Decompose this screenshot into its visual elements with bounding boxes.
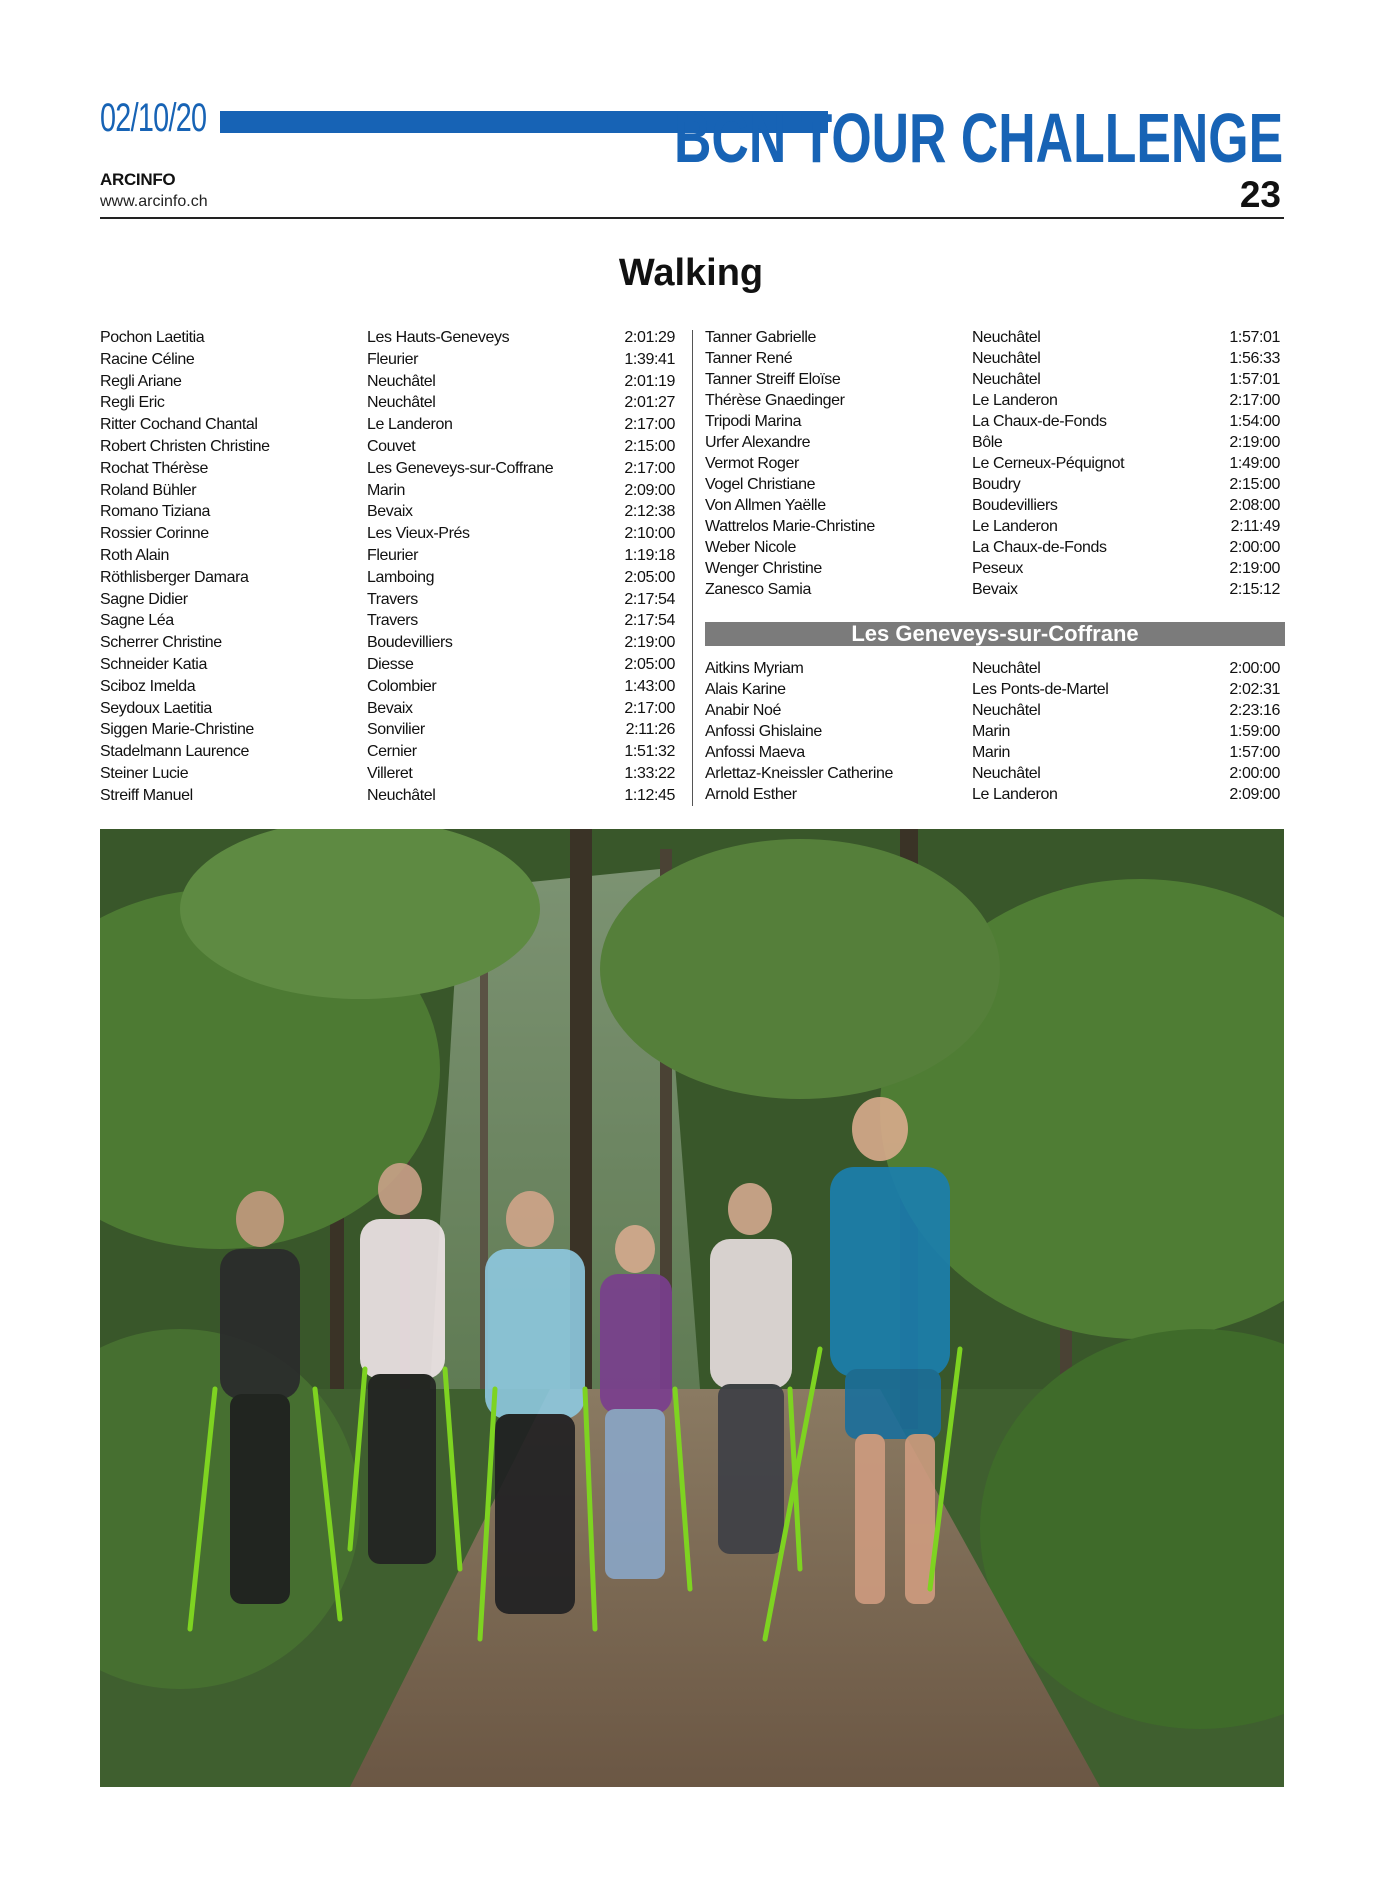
participant-name: Sagne Didier: [100, 590, 188, 608]
participant-time: 1:54:00: [1229, 413, 1280, 430]
participant-time: 1:39:41: [624, 350, 675, 368]
participant-place: Neuchâtel: [367, 394, 436, 412]
result-row: [705, 679, 1283, 700]
participant-time: 2:02:31: [1229, 681, 1280, 698]
participant-time: 2:09:00: [624, 481, 675, 499]
participant-name: Siggen Marie-Christine: [100, 721, 254, 739]
result-row: [100, 371, 678, 393]
result-row: [100, 545, 678, 567]
participant-name: Wenger Christine: [705, 560, 822, 577]
participant-time: 2:19:00: [624, 634, 675, 652]
result-row: [100, 327, 678, 349]
result-row: [705, 558, 1283, 579]
participant-name: Anfossi Ghislaine: [705, 723, 822, 740]
participant-place: Les Vieux-Prés: [367, 525, 470, 543]
participant-place: Les Ponts-de-Martel: [972, 681, 1109, 698]
result-row: [100, 632, 678, 654]
participant-place: Travers: [367, 612, 418, 630]
participant-place: Le Landeron: [972, 392, 1058, 409]
result-row: [100, 698, 678, 720]
result-row: [705, 432, 1283, 453]
participant-time: 1:12:45: [624, 786, 675, 804]
participant-time: 2:23:16: [1229, 702, 1280, 719]
participant-name: Arnold Esther: [705, 786, 797, 803]
issue-date: 02/10/20: [100, 96, 207, 140]
participant-place: Colombier: [367, 677, 437, 695]
participant-name: Alais Karine: [705, 681, 786, 698]
participant-name: Stadelmann Laurence: [100, 743, 249, 761]
result-row: [705, 784, 1283, 805]
participant-name: Weber Nicole: [705, 539, 796, 556]
result-row: [705, 327, 1283, 348]
result-row: [100, 436, 678, 458]
participant-name: Vermot Roger: [705, 455, 799, 472]
participant-time: 1:57:01: [1229, 329, 1280, 346]
participant-name: Anfossi Maeva: [705, 744, 805, 761]
participant-place: Lamboing: [367, 568, 435, 586]
participant-name: Scherrer Christine: [100, 634, 222, 652]
participant-place: Neuchâtel: [972, 702, 1041, 719]
participant-place: Bevaix: [972, 581, 1018, 598]
participant-place: La Chaux-de-Fonds: [972, 539, 1107, 556]
subsection-heading: Les Geneveys-sur-Coffrane: [705, 622, 1285, 646]
participant-name: Streiff Manuel: [100, 786, 193, 804]
participant-time: 1:51:32: [624, 743, 675, 761]
participant-name: Anabir Noé: [705, 702, 782, 719]
participant-name: Steiner Lucie: [100, 764, 189, 782]
participant-name: Arlettaz-Kneissler Catherine: [705, 765, 893, 782]
participant-name: Aitkins Myriam: [705, 660, 804, 677]
participant-place: Marin: [972, 723, 1011, 740]
participant-name: Von Allmen Yaëlle: [705, 497, 826, 514]
result-row: [705, 369, 1283, 390]
participant-time: 2:08:00: [1229, 497, 1280, 514]
participant-time: 2:00:00: [1229, 539, 1280, 556]
participant-place: Sonvilier: [367, 721, 425, 739]
participant-place: Diesse: [367, 655, 414, 673]
participant-time: 2:15:12: [1229, 581, 1280, 598]
participant-name: Wattrelos Marie-Christine: [705, 518, 875, 535]
result-row: [705, 390, 1283, 411]
participant-place: Couvet: [367, 437, 416, 455]
participant-place: Neuchâtel: [972, 371, 1041, 388]
participant-place: Travers: [367, 590, 418, 608]
result-row: [100, 676, 678, 698]
participant-time: 2:10:00: [624, 525, 675, 543]
result-row: [705, 495, 1283, 516]
participant-name: Seydoux Laetitia: [100, 699, 212, 717]
result-row: [705, 348, 1283, 369]
participant-time: 2:17:54: [624, 590, 675, 608]
participant-time: 1:59:00: [1229, 723, 1280, 740]
participant-place: Bevaix: [367, 503, 413, 521]
participant-name: Ritter Cochand Chantal: [100, 416, 258, 434]
result-row: [100, 719, 678, 741]
result-row: [100, 785, 678, 807]
column-divider: [692, 330, 693, 806]
result-row: [705, 579, 1283, 600]
participant-time: 2:05:00: [624, 568, 675, 586]
participant-time: 1:43:00: [624, 677, 675, 695]
participant-name: Regli Eric: [100, 394, 165, 412]
participant-place: Cernier: [367, 743, 417, 761]
result-row: [705, 453, 1283, 474]
participant-place: Les Geneveys-sur-Coffrane: [367, 459, 554, 477]
participant-name: Tripodi Marina: [705, 413, 802, 430]
participant-time: 2:19:00: [1229, 560, 1280, 577]
participant-time: 2:01:27: [624, 394, 675, 412]
result-row: [100, 589, 678, 611]
participant-time: 1:57:01: [1229, 371, 1280, 388]
participant-place: Peseux: [972, 560, 1023, 577]
participant-time: 2:17:00: [624, 699, 675, 717]
participant-place: Fleurier: [367, 546, 419, 564]
participant-name: Romano Tiziana: [100, 503, 211, 521]
participant-time: 2:00:00: [1229, 765, 1280, 782]
result-row: [100, 501, 678, 523]
participant-time: 2:11:49: [1230, 518, 1280, 535]
participant-time: 1:56:33: [1229, 350, 1280, 367]
result-row: [705, 721, 1283, 742]
participant-name: Tanner Streiff Eloïse: [705, 371, 841, 388]
result-row: [100, 741, 678, 763]
participant-name: Urfer Alexandre: [705, 434, 811, 451]
participant-time: 2:09:00: [1229, 786, 1280, 803]
participant-place: Bôle: [972, 434, 1003, 451]
participant-place: Villeret: [367, 764, 413, 782]
participant-name: Robert Christen Christine: [100, 437, 270, 455]
participant-time: 2:17:00: [624, 416, 675, 434]
results-title: Walking: [618, 252, 764, 294]
participant-time: 2:17:00: [1229, 392, 1280, 409]
results-right-column: [705, 327, 1283, 600]
participant-name: Racine Céline: [100, 350, 195, 368]
forest-walkers-illustration: [100, 829, 1284, 1787]
participant-time: 1:33:22: [624, 764, 675, 782]
participant-name: Tanner René: [705, 350, 793, 367]
participant-place: Marin: [367, 481, 406, 499]
participant-place: Boudevilliers: [972, 497, 1058, 514]
result-row: [705, 700, 1283, 721]
results-left-column: [100, 327, 678, 807]
result-row: [100, 567, 678, 589]
participant-place: Neuchâtel: [367, 372, 436, 390]
participant-place: Le Landeron: [972, 786, 1058, 803]
participant-name: Rossier Corinne: [100, 525, 209, 543]
participant-time: 2:05:00: [624, 655, 675, 673]
result-row: [100, 458, 678, 480]
result-row: [100, 480, 678, 502]
result-row: [705, 537, 1283, 558]
subsection-results: [705, 658, 1283, 805]
result-row: [100, 414, 678, 436]
participant-name: Vogel Christiane: [705, 476, 816, 493]
participant-name: Sciboz Imelda: [100, 677, 196, 695]
participant-time: 1:19:18: [624, 546, 675, 564]
participant-name: Rochat Thérèse: [100, 459, 208, 477]
participant-name: Roland Bühler: [100, 481, 197, 499]
participant-name: Roth Alain: [100, 546, 169, 564]
participant-place: La Chaux-de-Fonds: [972, 413, 1107, 430]
participant-place: Marin: [972, 744, 1011, 761]
publication-brand: ARCINFO: [100, 170, 176, 189]
result-row: [705, 411, 1283, 432]
result-row: [100, 610, 678, 632]
participant-name: Zanesco Samia: [705, 581, 811, 598]
result-row: [100, 392, 678, 414]
participant-time: 2:15:00: [1229, 476, 1280, 493]
result-row: [100, 523, 678, 545]
participant-name: Thérèse Gnaedinger: [705, 392, 845, 409]
participant-place: Les Hauts-Geneveys: [367, 329, 510, 346]
participant-time: 2:00:00: [1229, 660, 1280, 677]
participant-place: Boudevilliers: [367, 634, 453, 652]
participant-place: Le Landeron: [972, 518, 1058, 535]
participant-name: Regli Ariane: [100, 372, 182, 390]
result-row: [705, 474, 1283, 495]
participant-time: 2:17:54: [624, 612, 675, 630]
participant-place: Neuchâtel: [367, 786, 436, 804]
participant-time: 2:12:38: [624, 503, 675, 521]
participant-place: Neuchâtel: [972, 660, 1041, 677]
participant-time: 2:01:19: [624, 372, 675, 390]
result-row: [705, 658, 1283, 679]
participant-place: Neuchâtel: [972, 765, 1041, 782]
header-rule: [100, 217, 1284, 219]
participant-place: Neuchâtel: [972, 329, 1041, 346]
participant-time: 1:49:00: [1229, 455, 1280, 472]
participant-place: Fleurier: [367, 350, 419, 368]
page-number: 23: [1239, 174, 1281, 215]
participant-time: 2:19:00: [1229, 434, 1280, 451]
participant-name: Schneider Katia: [100, 655, 207, 673]
participant-place: Bevaix: [367, 699, 413, 717]
result-row: [705, 763, 1283, 784]
section-title: BCN TOUR CHALLENGE: [673, 99, 1283, 177]
participant-name: Pochon Laetitia: [100, 329, 205, 346]
result-row: [100, 349, 678, 371]
participant-time: 2:17:00: [624, 459, 675, 477]
participant-time: 2:11:26: [625, 721, 675, 739]
result-row: [705, 516, 1283, 537]
participant-time: 1:57:00: [1229, 744, 1280, 761]
publication-website[interactable]: www.arcinfo.ch: [100, 193, 208, 210]
participant-time: 2:15:00: [624, 437, 675, 455]
walkers-photo: [100, 829, 1284, 1787]
participant-name: Tanner Gabrielle: [705, 329, 816, 346]
result-row: [100, 763, 678, 785]
participant-name: Röthlisberger Damara: [100, 568, 249, 586]
participant-place: Boudry: [972, 476, 1021, 493]
result-row: [100, 654, 678, 676]
result-row: [705, 742, 1283, 763]
participant-time: 2:01:29: [624, 329, 675, 346]
participant-place: Le Cerneux-Péquignot: [972, 455, 1125, 472]
participant-place: Le Landeron: [367, 416, 453, 434]
participant-place: Neuchâtel: [972, 350, 1041, 367]
participant-name: Sagne Léa: [100, 612, 174, 630]
